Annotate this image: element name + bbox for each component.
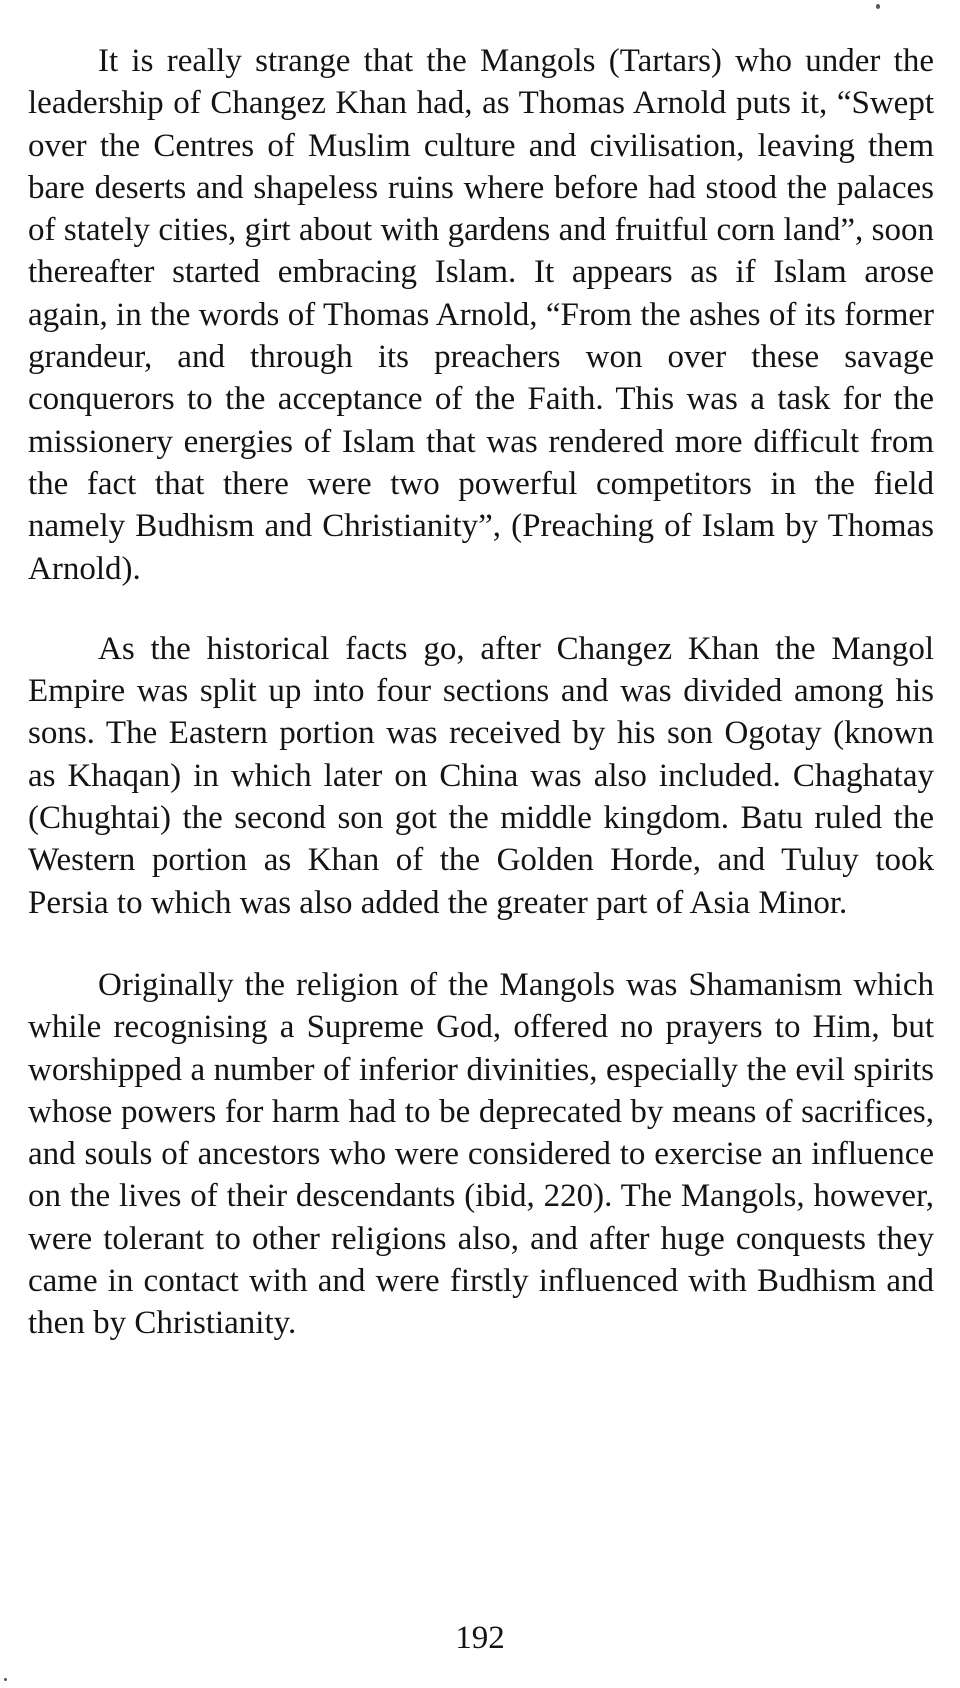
page-body [28, 40, 934, 1345]
paragraph-mangol-conversion: It is really strange that the Mangols (Tartars) who under the leadership of Changez Khan had, as Thomas Arnold puts it, “Swept over the Centres of Muslim culture and civilisation, leaving them bare deserts and shapeless ruins where before had stood the palaces of stately cities, girt about with gardens and fruitful corn land”, soon thereafter started embracing Islam. It appears as if Islam arose again, in the words of Thomas Arnold, “From the ashes of its former grandeur, and through its preachers won over these savage conquerors to the acceptance of the Faith. This was a task for the missionery energies of Islam that was rendered more difficult from the fact that there were two powerful competitors in the field namely Budhism and Christianity”, (Preaching of Islam by Thomas Arnold). [28, 43, 934, 587]
scan-speck [876, 4, 880, 9]
scan-speck [4, 1678, 7, 1681]
paragraph-mangol-religion: Originally the religion of the Mangols was Shamanism which while recognising a Supreme God, offered no prayers to Him, but worshipped a number of inferior divinities, especially the evil spirits whose powers for harm had to be deprecated by means of sacrifices, and souls of ancestors who were considered to exercise an influence on the lives of their descendants (ibid, 220). The Mangols, however, were tolerant to other religions also, and after huge conquests they came in contact with and were firstly influenced with Budhism and then by Christianity. [28, 966, 934, 1342]
page-number: 192 [455, 1620, 505, 1656]
paragraph-mangol-empire-division: As the historical facts go, after Changez Khan the Mangol Empire was split up into four sections and was divided among his sons. The Eastern portion was received by his son Ogotay (known as Khaqan) in which later on China was also included. Chaghatay (Chughtai) the second son got the middle kingdom. Batu ruled the Western portion as Khan of the Golden Horde, and Tuluy took Persia to which was also added the greater part of Asia Minor. [28, 630, 934, 921]
